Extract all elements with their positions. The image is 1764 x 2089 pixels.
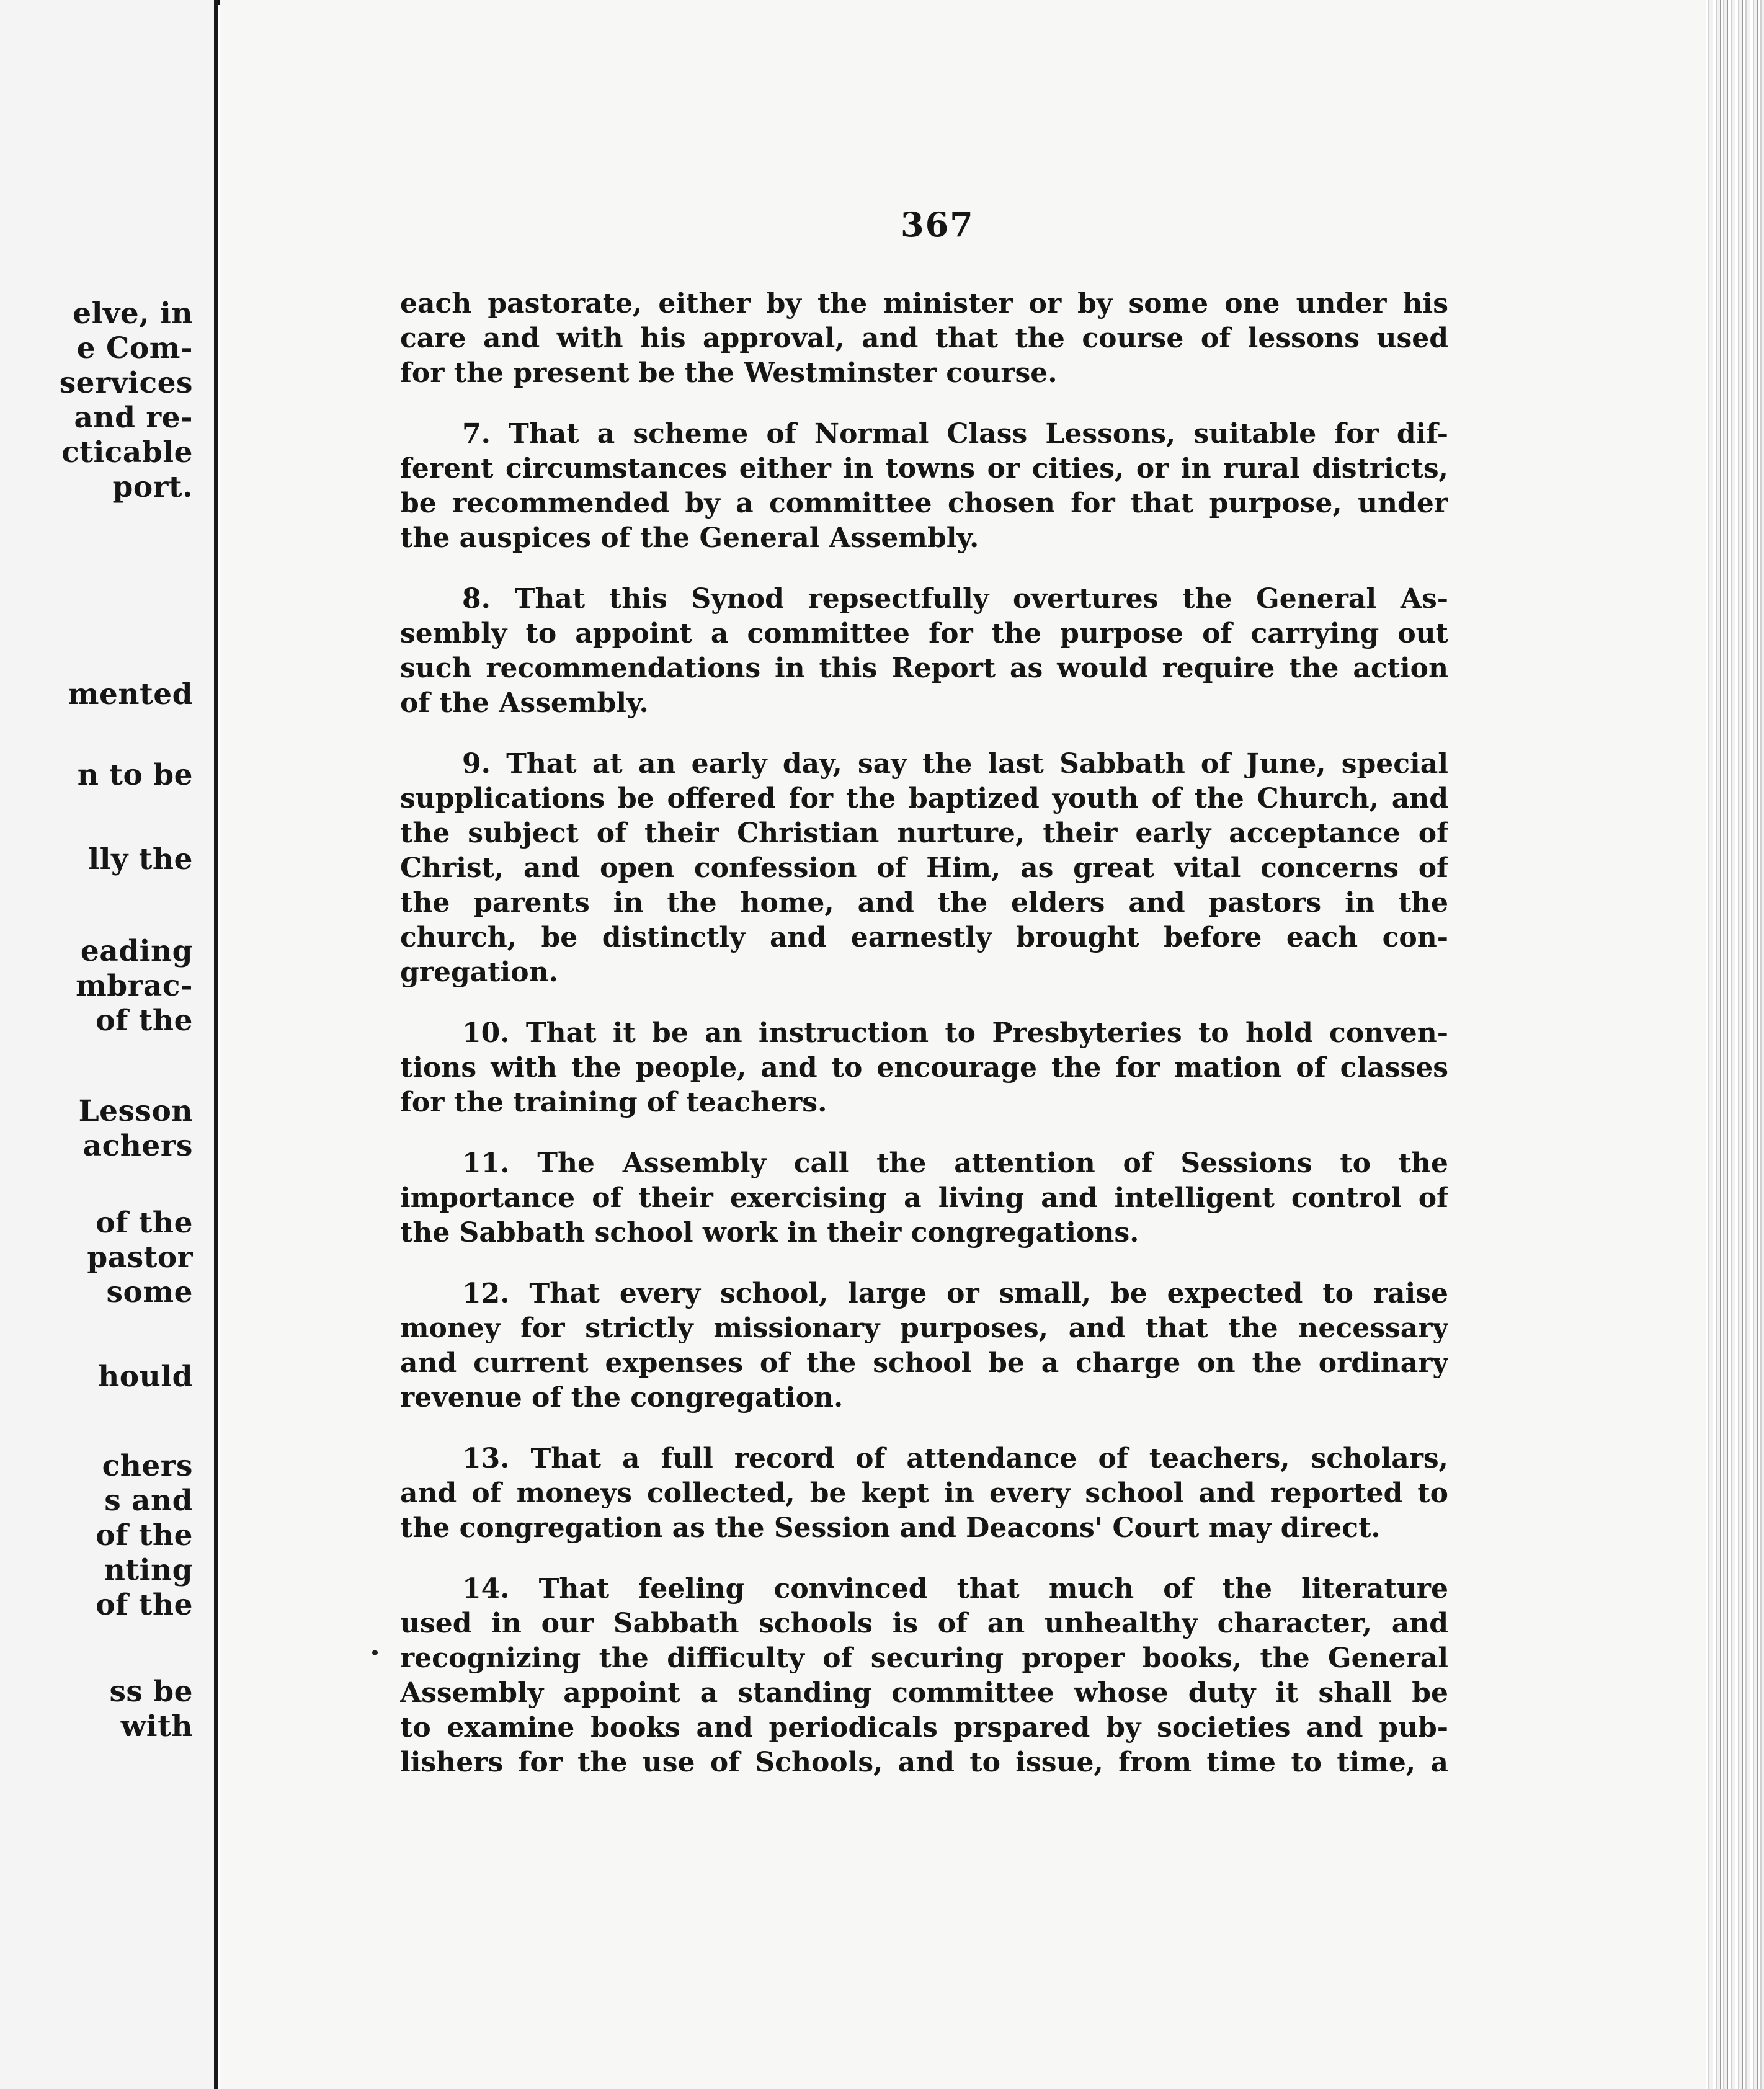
book-gutter-line xyxy=(214,0,218,2089)
left-fragment: nting xyxy=(104,1553,193,1587)
text-line: importance of their exercising a living and intelligent control of xyxy=(400,1182,1448,1214)
left-fragment: chers xyxy=(102,1449,193,1483)
left-fragment: of the xyxy=(96,1518,193,1552)
text-line: gregation. xyxy=(400,956,558,988)
left-fragment: lly the xyxy=(88,842,193,876)
text-line: ferent circumstances either in towns or cities, or in rural districts, xyxy=(400,453,1448,484)
text-line: of the Assembly. xyxy=(400,687,649,719)
text-line: 7. That a scheme of Normal Class Lessons, suitable for dif- xyxy=(462,418,1448,450)
text-line: church, be distinctly and earnestly brought before each con- xyxy=(400,922,1448,953)
text-line: care and with his approval, and that the course of lessons used xyxy=(400,323,1448,354)
text-line: supplications be offered for the baptized youth of the Church, and xyxy=(400,783,1448,814)
text-line: and current expenses of the school be a charge on the ordinary xyxy=(400,1347,1448,1379)
text-line: 10. That it be an instruction to Presbyteries to hold conven- xyxy=(462,1017,1448,1049)
body-text xyxy=(400,287,1448,1806)
text-line: 8. That this Synod repsectfully overtures the General As- xyxy=(462,583,1448,615)
text-line: 14. That feeling convinced that much of the literature xyxy=(462,1573,1448,1605)
text-line: money for strictly missionary purposes, and that the necessary xyxy=(400,1312,1448,1344)
left-fragment: n to be xyxy=(77,758,193,792)
text-line: such recommendations in this Report as would require the action xyxy=(400,653,1448,684)
paragraph xyxy=(400,1572,1448,1780)
left-fragment: ss be xyxy=(109,1675,193,1709)
paragraph xyxy=(400,1016,1448,1120)
text-line: the auspices of the General Assembly. xyxy=(400,522,979,554)
text-line: for the training of teachers. xyxy=(400,1087,827,1118)
text-line: for the present be the Westminster course. xyxy=(400,357,1058,389)
left-fragment: cticable xyxy=(61,435,193,470)
text-line: and of moneys collected, be kept in every school and reported to xyxy=(400,1477,1448,1509)
text-line: each pastorate, either by the minister or by some one under his xyxy=(400,288,1448,319)
text-line: lishers for the use of Schools, and to issue, from time to time, a xyxy=(400,1747,1448,1778)
left-fragment: of the xyxy=(96,1206,193,1240)
left-fragment: elve, in xyxy=(73,296,193,331)
text-line: the congregation as the Session and Deacons' Court may direct. xyxy=(400,1512,1381,1544)
page-edge-stack xyxy=(1706,0,1764,2089)
left-page-edge xyxy=(0,0,214,2089)
text-line: to examine books and periodicals prspared by societies and pub- xyxy=(400,1712,1448,1744)
paragraph xyxy=(400,747,1448,990)
text-line: tions with the people, and to encourage the for mation of classes xyxy=(400,1052,1448,1084)
paragraph xyxy=(400,287,1448,391)
left-fragment: e Com- xyxy=(76,331,193,365)
left-fragment: mbrac- xyxy=(76,969,193,1003)
paragraph xyxy=(400,417,1448,556)
ink-speck xyxy=(372,1650,378,1655)
left-fragment: of the xyxy=(96,1588,193,1622)
text-line: recognizing the difficulty of securing proper books, the General xyxy=(400,1642,1448,1674)
paragraph xyxy=(400,582,1448,721)
paragraph xyxy=(400,1146,1448,1250)
text-line: revenue of the congregation. xyxy=(400,1382,844,1414)
left-fragment: eading xyxy=(80,934,193,968)
left-fragment: pastor xyxy=(87,1240,193,1275)
text-line: 11. The Assembly call the attention of Sessions to the xyxy=(462,1147,1448,1179)
left-fragment: some xyxy=(106,1275,193,1309)
text-line: the parents in the home, and the elders and pastors in the xyxy=(400,887,1448,919)
text-line: sembly to appoint a committee for the purpose of carrying out xyxy=(400,618,1448,649)
text-line: the subject of their Christian nurture, their early acceptance of xyxy=(400,817,1448,849)
text-line: be recommended by a committee chosen for that purpose, under xyxy=(400,488,1448,519)
text-line: 9. That at an early day, say the last Sabbath of June, special xyxy=(462,748,1448,780)
left-fragment: of the xyxy=(96,1004,193,1038)
left-fragment: s and xyxy=(104,1484,193,1518)
left-fragment: mented xyxy=(68,677,193,711)
text-line: 13. That a full record of attendance of teachers, scholars, xyxy=(462,1443,1448,1474)
left-fragment: and re- xyxy=(74,401,193,435)
left-fragment: achers xyxy=(82,1129,193,1163)
text-line: 12. That every school, large or small, be expected to raise xyxy=(462,1278,1448,1309)
text-line: Christ, and open confession of Him, as great vital concerns of xyxy=(400,852,1448,884)
left-fragment: Lesson xyxy=(78,1094,193,1128)
text-line: the Sabbath school work in their congregations. xyxy=(400,1217,1139,1249)
paragraph xyxy=(400,1441,1448,1546)
left-fragment: services xyxy=(59,366,193,400)
text-line: used in our Sabbath schools is of an unhealthy character, and xyxy=(400,1608,1448,1639)
left-fragment: port. xyxy=(112,470,193,504)
paragraph xyxy=(400,1276,1448,1415)
page-number: 367 xyxy=(901,205,974,244)
text-line: Assembly appoint a standing committee whose duty it shall be xyxy=(400,1677,1448,1709)
left-fragment: hould xyxy=(98,1360,193,1394)
left-fragment: with xyxy=(120,1709,193,1744)
